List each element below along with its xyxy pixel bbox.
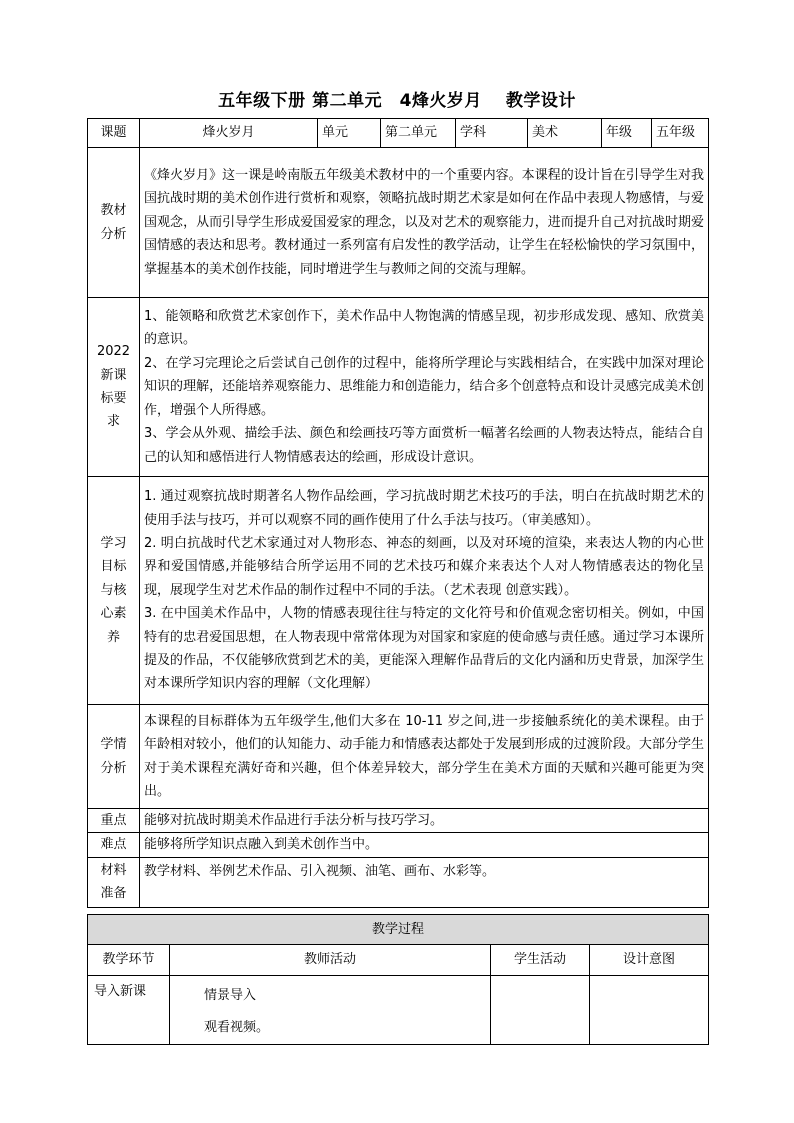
subject-label: 学科 [456, 119, 528, 148]
teacher-activity-cell [170, 976, 491, 1045]
student-activity-cell [491, 976, 590, 1045]
standard-item: 1、能领略和欣赏艺术家创作下，美术作品中人物饱满的情感呈现，初步形成发现、感知、欣赏美的意识。 [144, 309, 704, 348]
grade-label: 年级 [602, 119, 652, 148]
topic-value: 烽火岁月 [140, 119, 318, 148]
key-point-label: 重点 [88, 809, 140, 833]
teaching-process-table [87, 914, 709, 1045]
subject-value: 美术 [528, 119, 602, 148]
material-analysis-label: 教材 分析 [88, 148, 140, 298]
teacher-activity-line: 情景导入 [204, 988, 257, 1003]
design-intent-cell [590, 976, 709, 1045]
objectives-text [140, 477, 709, 705]
table-row [88, 976, 709, 1045]
material-analysis-text: 《烽火岁月》这一课是岭南版五年级美术教材中的一个重要内容。本课程的设计旨在引导学生对我国抗战时期的美术创作进行赏析和观察，领略抗战时期艺术家是如何在作品中表现人物感情，与爱国观念，从而引导学生形成爱国爱家的理念，以及对艺术的观察能力，进而提升自己对抗战时期爱国情感的表达和思考。教材通过一系列富有启发性的教学活动，让学生在轻松愉快的学习氛围中，掌握基本的美术创作技能，同时增进学生与教师之间的交流与理解。 [140, 148, 709, 298]
objective-item: 2. 明白抗战时代艺术家通过对人物形态、神态的刻画，以及对环境的渲染，来表达人物的内心世界和爱国情感,并能够结合所学运用不同的艺术技巧和媒介来表达个人对人物情感表达的物化呈现，展现学生对艺术作品的制作过程中不同的手法。（艺术表现 创意实践）。 [144, 535, 704, 598]
materials-row [88, 857, 709, 907]
standards-label: 2022 新课 标要 求 [88, 298, 140, 477]
lesson-info-table [87, 118, 709, 908]
learner-analysis-row [88, 705, 709, 809]
objectives-row [88, 477, 709, 705]
unit-label: 单元 [318, 119, 381, 148]
key-point-row [88, 809, 709, 833]
process-column-headers [88, 945, 709, 976]
standards-text [140, 298, 709, 477]
info-row [88, 119, 709, 148]
step-cell: 导入新课 [88, 976, 170, 1045]
column-header: 教学环节 [88, 945, 170, 976]
difficulty-row [88, 833, 709, 857]
column-header: 教师活动 [170, 945, 491, 976]
learner-analysis-text: 本课程的目标群体为五年级学生,他们大多在 10-11 岁之间,进一步接触系统化的美术课程。由于年龄相对较小，他们的认知能力、动手能力和情感表达都处于发展到形成的过渡阶段。大部分学生对于美术课程充满好奇和兴趣，但个体差异较大，部分学生在美术方面的天赋和兴趣可能更为突出。 [140, 705, 709, 809]
material-analysis-row [88, 148, 709, 298]
standards-row [88, 298, 709, 477]
materials-text: 教学材料、举例艺术作品、引入视频、油笔、画布、水彩等。 [140, 857, 709, 907]
teacher-activity-line: 观看视频。 [204, 1020, 270, 1035]
document-title: 五年级下册 第二单元 4烽火岁月 教学设计 [218, 91, 576, 111]
materials-label: 材料 准备 [88, 857, 140, 907]
column-header: 学生活动 [491, 945, 590, 976]
difficulty-label: 难点 [88, 833, 140, 857]
grade-value: 五年级 [652, 119, 709, 148]
objective-item: 1. 通过观察抗战时期著名人物作品绘画，学习抗战时期艺术技巧的手法，明白在抗战时期艺术的使用手法与技巧，并可以观察不同的画作使用了什么手法与技巧。（审美感知）。 [144, 489, 704, 528]
learner-analysis-label: 学情 分析 [88, 705, 140, 809]
topic-label: 课题 [88, 119, 140, 148]
process-heading: 教学过程 [88, 915, 709, 945]
objective-item: 3. 在中国美术作品中，人物的情感表现往往与特定的文化符号和价值观念密切相关。例如，中国特有的忠君爱国思想，在人物表现中常常体现为对国家和家庭的使命感与责任感。通过学习本课所提及的作品，不仅能够欣赏到艺术的美，更能深入理解作品背后的文化内涵和历史背景，加深学生对本课所学知识内容的理解（文化理解） [144, 606, 704, 692]
unit-value: 第二单元 [381, 119, 456, 148]
key-point-text: 能够对抗战时期美术作品进行手法分析与技巧学习。 [140, 809, 709, 833]
standard-item: 3、学会从外观、描绘手法、颜色和绘画技巧等方面赏析一幅著名绘画的人物表达特点，能结合自己的认知和感悟进行人物情感表达的绘画，形成设计意识。 [144, 426, 704, 465]
process-heading-row [88, 915, 709, 945]
column-header: 设计意图 [590, 945, 709, 976]
objectives-label: 学习 目标 与核 心素 养 [88, 477, 140, 705]
standard-item: 2、在学习完理论之后尝试自己创作的过程中，能将所学理论与实践相结合，在实践中加深对理论知识的理解，还能培养观察能力、思维能力和创造能力，结合多个创意特点和设计灵感完成美术创作，增强个人所得感。 [144, 355, 704, 418]
difficulty-text: 能够将所学知识点融入到美术创作当中。 [140, 833, 709, 857]
